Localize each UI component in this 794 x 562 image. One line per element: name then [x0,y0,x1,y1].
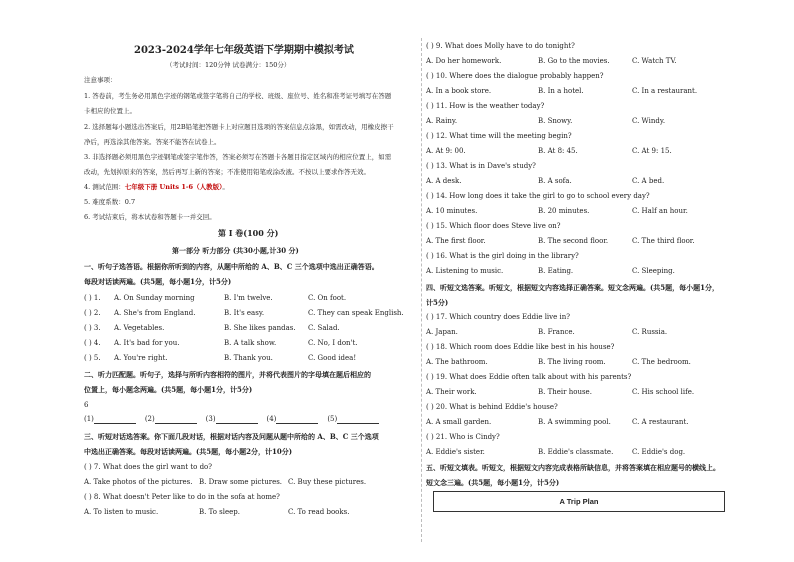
option-c: C. Half an hour. [632,207,688,215]
question-19: ( ) 19. What does Eddie often talk about with his parents? [426,373,632,381]
section5-heading: 五、听短文填表。听短文，根据短文内容完成表格所缺信息，并将答案填在相应题号的横线上。 [426,463,720,472]
option-c: C. Sleeping. [632,267,675,275]
section5-heading-cont: 短文念三遍。(共5题，每小题1分，计5分) [426,478,560,487]
question-20: ( ) 20. What is behind Eddie's house? [426,403,558,411]
notes-heading: 注意事项： [84,76,117,84]
question-15: ( ) 15. Which floor does Steve live on? [426,222,561,230]
blank-label: (1) [84,415,94,423]
option-a: A. Their work. [426,388,477,396]
option-c: C. The bedroom. [632,358,691,366]
section4-heading-cont: 计5分) [426,298,449,307]
section3-heading: 三、听短对话选答案。你下面几段对话，根据对话内容及问题从题中所给的 A、B、C 三个选项 [84,432,379,441]
option-c: C. The third floor. [632,237,695,245]
question-9: ( ) 9. What does Molly have to do tonight? [426,42,575,50]
option-b: B. A talk show. [224,339,277,347]
question-11: ( ) 11. How is the weather today? [426,102,545,110]
blank-label: (2) [144,415,155,423]
option-c: C. Eddie's dog. [632,448,686,456]
option-b: B. Thank you. [224,354,273,362]
option-c: C. Good idea! [308,354,357,362]
option-c: C. Windy. [632,117,666,125]
blank-label: (4) [266,415,277,423]
question-number: ( ) 4. [84,339,101,347]
option-c: C. A restaurant. [632,418,689,426]
question-number: ( ) 1. [84,294,101,302]
option-a: A. She's from England. [114,309,196,317]
note-line: 2. 选择题每小题选出答案后，用2B铅笔把答题卡上对应题目选项的答案信息点涂黑，如需改动，用橡皮擦干 [84,123,394,131]
blank-label: (3) [205,415,216,423]
option-a: A. On Sunday morning [114,294,195,302]
option-a: A. Japan. [426,328,458,336]
question-number: ( ) 3. [84,324,101,332]
option-b: B. She likes pandas. [224,324,296,332]
option-b: B. A swimming pool. [538,418,611,426]
match-answer-row [84,415,379,424]
option-b: B. Snowy. [538,117,573,125]
option-c: C. At 9: 15. [632,147,672,155]
answer-blank[interactable] [155,416,197,424]
option-b: B. Draw some pictures. [199,478,283,486]
option-a: A. Do her homework. [426,57,502,65]
note-line: 1. 答卷前，考生务必用黑色字迹的钢笔或签字笔将自己的学校、班级、座位号、姓名和准考证号填写在答题 [84,92,392,100]
option-b: B. Go to the movies. [538,57,610,65]
option-b: B. A sofa. [538,177,572,185]
section1-heading-cont: 每段对话读两遍。(共5题，每小题1分，计5分) [84,277,232,286]
note-range [84,183,229,192]
right-column [426,0,726,562]
option-a: A. You're right. [114,354,168,362]
question-number: ( ) 2. [84,309,101,317]
question-13: ( ) 13. What is in Dave's study? [426,162,536,170]
question-8: ( ) 8. What doesn't Peter like to do in the sofa at home? [84,493,280,501]
option-b: B. The second floor. [538,237,609,245]
answer-blank[interactable] [276,416,318,424]
picture-placeholder-label: 6 [84,401,89,409]
option-b: B. To sleep. [199,508,240,516]
option-a: A. It's bad for you. [114,339,180,347]
option-b: B. Eddie's classmate. [538,448,614,456]
section1-heading: 一、听句子选答语。根据你所听到的内容，从题中所给的 A、B、C 三个选项中选出正确答语。 [84,262,379,271]
option-b: B. France. [538,328,575,336]
option-c: C. They can speak English. [308,309,404,317]
blank-label: (5) [327,415,338,423]
question-21: ( ) 21. Who is Cindy? [426,433,500,441]
answer-blank[interactable] [94,416,136,424]
note-range-prefix: 4. 测试范围： [84,183,125,191]
note-difficulty: 5. 难度系数：0.7 [84,198,136,206]
note-range-suffix: 。 [222,183,229,191]
question-17: ( ) 17. Which country does Eddie live in? [426,313,570,321]
option-b: B. At 8: 45. [538,147,578,155]
option-b: B. I'm twelve. [224,294,273,302]
option-c: C. Buy these pictures. [288,478,367,486]
note-line: 卡相应的位置上。 [84,107,136,115]
note-line: 改动，先划掉原来的答案，然后再写上新的答案；不准使用铅笔或涂改液。不按以上要求作答无效。 [84,168,370,176]
exam-info: （考试时间：120分钟 试卷满分：150分） [166,61,291,69]
option-a: A. A small garden. [426,418,492,426]
option-c: C. To read books. [288,508,350,516]
question-number: ( ) 5. [84,354,101,362]
option-a: A. In a book store. [426,87,492,95]
section2-heading: 二、听力匹配题。听句子，选择与所听内容相符的图片，并将代表图片的字母填在题后相应的 [84,370,371,379]
trip-plan-table [433,491,725,512]
option-b: B. It's easy. [224,309,265,317]
question-10: ( ) 10. Where does the dialogue probably happen? [426,72,604,80]
option-b: B. In a hotel. [538,87,584,95]
option-c: C. A bed. [632,177,665,185]
question-12: ( ) 12. What time will the meeting begin? [426,132,572,140]
option-c: C. Salad. [308,324,340,332]
option-c: C. In a restaurant. [632,87,698,95]
option-b: B. The living room. [538,358,606,366]
page-title: 2023-2024学年七年级英语下学期期中模拟考试 [134,45,354,56]
option-a: A. Take photos of the pictures. [84,478,193,486]
option-a: A. At 9: 00. [426,147,466,155]
listening-part-title: 第一部分 听力部分 (共30小题,计30 分) [172,246,299,255]
section3-heading-cont: 中选出正确答案。每段对话读两遍。(共5题，每小题2分，计10分) [84,447,293,456]
option-c: C. On foot. [308,294,347,302]
option-a: A. To listen to music. [84,508,159,516]
option-a: A. The first floor. [426,237,486,245]
option-b: B. Their house. [538,388,592,396]
answer-blank[interactable] [337,416,379,424]
trip-plan-title: A Trip Plan [559,497,599,506]
question-7: ( ) 7. What does the girl want to do? [84,463,213,471]
question-16: ( ) 16. What is the girl doing in the library? [426,252,579,260]
option-a: A. Eddie's sister. [426,448,485,456]
option-c: C. His school life. [632,388,695,396]
question-18: ( ) 18. Which room does Eddie like best in his house? [426,343,615,351]
option-a: A. 10 minutes. [426,207,478,215]
section4-heading: 四、听短文选答案。听短文，根据短文内容选择正确答案。短文念两遍。(共5题，每小题1分， [426,283,720,292]
note-line: 3. 非选择题必须用黑色字迹钢笔或签字笔作答，答案必须写在答题卡各题目指定区域内的相应位置上，如需 [84,153,392,161]
part-title: 第 I 卷(100 分) [218,228,279,238]
option-a: A. Listening to music. [426,267,504,275]
note-line: 净后，再选涂其他答案。答案不能答在试卷上。 [84,138,221,146]
option-c: C. Russia. [632,328,668,336]
note-range-value: 七年级下册 Units 1-6（人教版） [124,183,223,191]
section2-heading-cont: 位置上，每小题念两遍。(共5题，每小题1分，计5分) [84,385,253,394]
option-a: A. Rainy. [426,117,458,125]
column-divider [421,38,422,542]
answer-blank[interactable] [216,416,258,424]
option-b: B. 20 minutes. [538,207,590,215]
option-a: A. The bathroom. [426,358,488,366]
option-b: B. Eating. [538,267,574,275]
question-14: ( ) 14. How long does it take the girl to go to school every day? [426,192,650,200]
left-column [84,0,416,562]
option-c: C. Watch TV. [632,57,677,65]
option-a: A. A desk. [426,177,462,185]
note-return: 6. 考试结束后，将本试卷和答题卡一并交回。 [84,213,216,221]
option-a: A. Vegetables. [114,324,165,332]
option-c: C. No, I don't. [308,339,358,347]
